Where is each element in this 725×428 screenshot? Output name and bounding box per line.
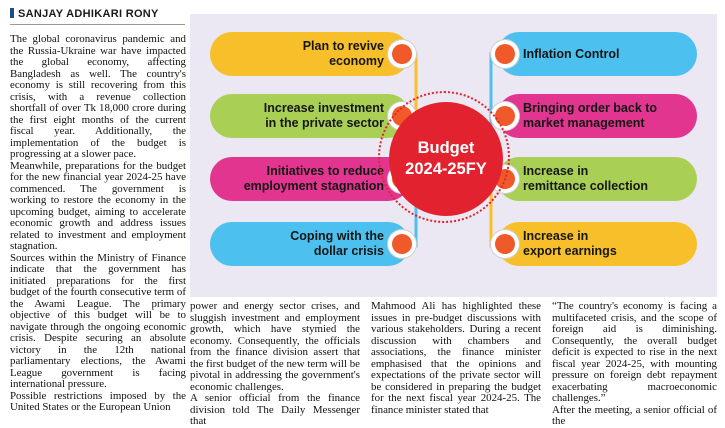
focus-item-left-1 — [210, 32, 410, 76]
center-title: Budget — [417, 139, 475, 157]
focus-item-left-2 — [210, 94, 410, 138]
focus-item-line: Initiatives to reduce — [266, 164, 384, 178]
article-column-4 — [552, 300, 717, 427]
paragraph: A senior official from the finance division told The Daily Messenger that — [190, 392, 360, 427]
focus-item-left-4 — [210, 222, 410, 266]
center-year: 2024-25FY — [405, 160, 487, 178]
bullet-dot-icon — [392, 44, 412, 64]
article-column-3 — [371, 300, 541, 416]
paragraph: “The country's economy is facing a multifaceted crisis, and the scope of foreign aid is diminishing. Consequently, the overall budget deficit is expected to rise in the next fiscal year 2024-25, with mounting pressure on foreign debt repayment exacerbating macroeconomic challenges.” — [552, 300, 717, 404]
focus-item-right-1 — [497, 32, 697, 76]
byline-author: SANJAY ADHIKARI RONY — [18, 8, 159, 20]
article-column-1 — [10, 33, 186, 413]
focus-item-right-3 — [497, 157, 697, 201]
byline-marker — [10, 8, 14, 18]
paragraph: Meanwhile, preparations for the budget for the new financial year 2024-25 have commenced. The government is working to restore the economy in the upcoming budget, aiming to accelerate economic growth and address issues related to investment and employment stagnation. — [10, 159, 186, 252]
paragraph: After the meeting, a senior official of the — [552, 403, 717, 427]
focus-item-line: economy — [329, 54, 384, 68]
focus-item-line: Increase in — [523, 229, 589, 243]
focus-item-line: export earnings — [523, 244, 617, 258]
bullet-dot-icon — [495, 44, 515, 64]
focus-item-line: Bringing order back to — [523, 101, 658, 115]
article-column-2 — [190, 300, 360, 427]
bullet-dot-icon — [495, 234, 515, 254]
focus-item-line: employment stagnation — [243, 179, 384, 193]
focus-item-line: dollar crisis — [313, 244, 384, 258]
focus-item-line: remittance collection — [523, 179, 649, 193]
focus-item-line: Increase in — [523, 164, 589, 178]
paragraph: Possible restrictions imposed by the United States or the European Union — [10, 389, 186, 413]
budget-center-circle — [389, 102, 503, 216]
focus-item-line: Coping with the — [290, 229, 384, 243]
focus-item-line: in the private sector — [265, 116, 384, 130]
budget-infographic — [190, 14, 717, 297]
paragraph: The global coronavirus pandemic and the Russia-Ukraine war have impacted the global economy, affecting Bangladesh as well. The country's economy is still recovering from this crisis, with a revenue collection shortfall of over Tk 18,000 crore during the first eight months of the current fiscal year. Additionally, the implementation of the budget is progressing at a slower pace. — [10, 33, 186, 160]
focus-item-right-2 — [497, 94, 697, 138]
byline — [10, 8, 159, 20]
byline-rule — [10, 24, 185, 25]
focus-item-line: Inflation Control — [523, 46, 620, 61]
focus-item-line: Plan to revive — [302, 39, 384, 53]
paragraph: Sources within the Ministry of Finance indicate that the government has initiated preparations for the first budget of the fourth consecutive term of the Awami League. The primary objective of this budget will be to navigate through the ongoing economic crisis. Despite securing an absolute victory in the 12th national parliamentary elections, the Awami League government is facing international pressure. — [10, 251, 186, 390]
bullet-dot-icon — [392, 234, 412, 254]
paragraph: Mahmood Ali has highlighted these issues in pre-budget discussions with various stakeholders. During a recent discussion with chambers and associations, the finance minister emphasised that the opinions and expectations of the private sector will be considered in preparing the budget for the next fiscal year 2024-25. The finance minister stated that — [371, 300, 541, 416]
focus-item-line: market management — [523, 116, 645, 130]
paragraph: power and energy sector crises, and sluggish investment and employment growth, which have stymied the economy. Consequently, the officials from the finance division assert that the first budget of the new term will be pivotal in addressing the government's economic challenges. — [190, 300, 360, 393]
focus-item-line: Increase investment — [263, 101, 384, 115]
focus-item-right-4 — [497, 222, 697, 266]
